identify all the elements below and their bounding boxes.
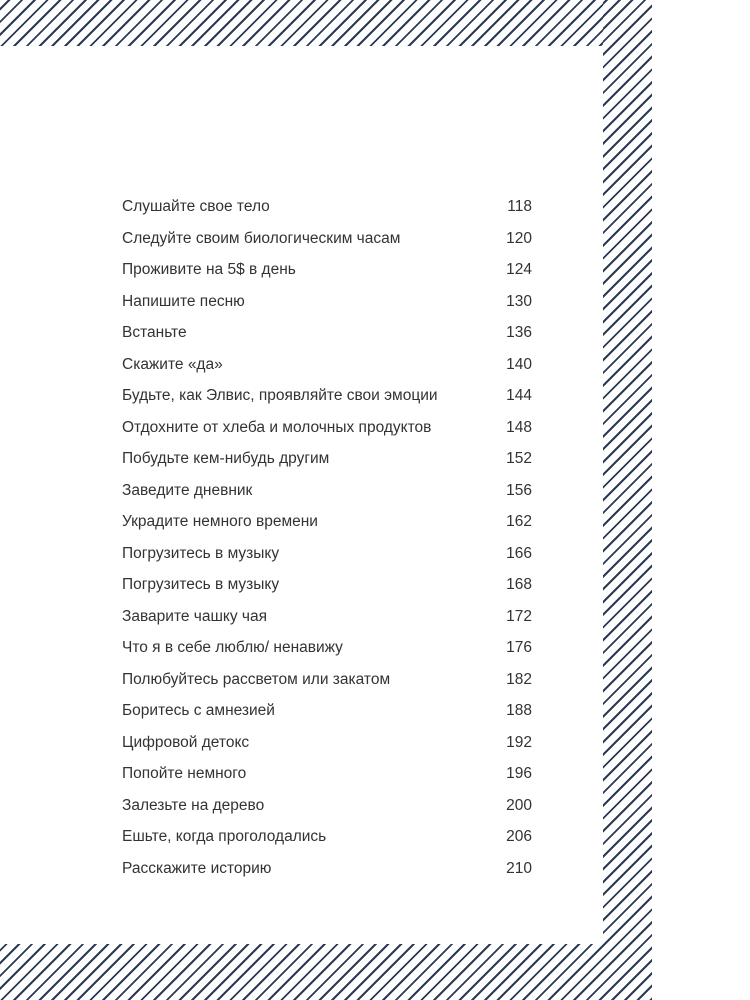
toc-entry-title: Слушайте свое тело	[122, 198, 270, 215]
toc-entry-page: 136	[506, 324, 532, 341]
toc-entry	[122, 758, 532, 790]
toc-entry-title: Напишите песню	[122, 292, 245, 310]
toc-entry-title: Побудьте кем-нибудь другим	[122, 450, 330, 467]
toc-entry	[122, 569, 532, 601]
toc-entry	[122, 538, 532, 570]
toc-entry-title: Проживите на 5$ в день	[122, 261, 296, 278]
toc-entry-page: 118	[507, 198, 532, 215]
toc-entry	[122, 349, 532, 381]
toc-entry-title: Следуйте своим биологическим часам	[122, 229, 401, 247]
toc-entry-page: 168	[506, 576, 532, 593]
toc-entry-page: 120	[506, 229, 532, 247]
toc-entry-page: 162	[506, 513, 532, 530]
toc-entry-title: Заведите дневник	[122, 481, 253, 499]
toc-entry	[122, 317, 532, 349]
toc-entry-page: 182	[506, 670, 532, 688]
toc-entry-title: Отдохните от хлеба и молочных продуктов	[122, 418, 432, 436]
toc-entry-title: Погрузитесь в музыку	[122, 576, 280, 593]
toc-entry	[122, 695, 532, 727]
toc-entry-page: 144	[506, 387, 532, 404]
toc-entry-title: Украдите немного времени	[122, 513, 318, 530]
toc-entry-title: Заварите чашку чая	[122, 607, 268, 625]
toc-entry-page: 196	[506, 765, 532, 782]
toc-entry	[122, 790, 532, 822]
toc-entry-title: Скажите «да»	[122, 355, 223, 373]
toc-entry-page: 200	[506, 796, 532, 814]
toc-entry-title: Ешьте, когда проголодались	[122, 828, 327, 845]
toc-entry	[122, 853, 532, 885]
toc-entry-title: Попойте немного	[122, 765, 247, 782]
toc-entry-page: 130	[506, 292, 532, 310]
toc-entry	[122, 380, 532, 412]
toc-entry	[122, 254, 532, 286]
toc-entry-page: 176	[506, 639, 532, 656]
toc-entry	[122, 223, 532, 255]
toc-entry-page: 152	[506, 450, 532, 467]
toc-entry-title: Погрузитесь в музыку	[122, 544, 280, 562]
toc-entry-page: 140	[506, 355, 532, 373]
toc-entry-page: 188	[506, 702, 532, 719]
toc-entry-title: Встаньте	[122, 324, 187, 341]
toc-entry	[122, 601, 532, 633]
toc-entry-title: Будьте, как Элвис, проявляйте свои эмоции	[122, 387, 438, 404]
toc-entry-title: Цифровой детокс	[122, 733, 250, 751]
toc-entry-page: 148	[506, 418, 532, 436]
toc-entry-page: 124	[506, 261, 532, 278]
toc-entry	[122, 664, 532, 696]
toc-entry-title: Залезьте на дерево	[122, 796, 265, 814]
toc-entry	[122, 506, 532, 538]
toc-entry	[122, 821, 532, 853]
toc-entry-title: Полюбуйтесь рассветом или закатом	[122, 670, 391, 688]
toc-entry-title: Что я в себе люблю/ ненавижу	[122, 639, 343, 656]
toc-entry-page: 210	[506, 859, 532, 877]
toc-entry	[122, 286, 532, 318]
toc-entry	[122, 632, 532, 664]
striped-border-top	[0, 0, 652, 46]
striped-border-right	[603, 0, 652, 1000]
toc-entry-page: 166	[506, 544, 532, 562]
toc-entry-page: 156	[506, 481, 532, 499]
toc-entry	[122, 443, 532, 475]
table-of-contents	[122, 191, 532, 884]
toc-entry-title: Расскажите историю	[122, 859, 272, 877]
toc-entry	[122, 475, 532, 507]
toc-entry	[122, 727, 532, 759]
toc-entry	[122, 412, 532, 444]
toc-entry	[122, 191, 532, 223]
toc-entry-title: Боритесь с амнезией	[122, 702, 275, 719]
toc-entry-page: 206	[506, 828, 532, 845]
toc-entry-page: 192	[506, 733, 532, 751]
striped-border-bottom	[0, 944, 652, 1000]
toc-entry-page: 172	[506, 607, 532, 625]
